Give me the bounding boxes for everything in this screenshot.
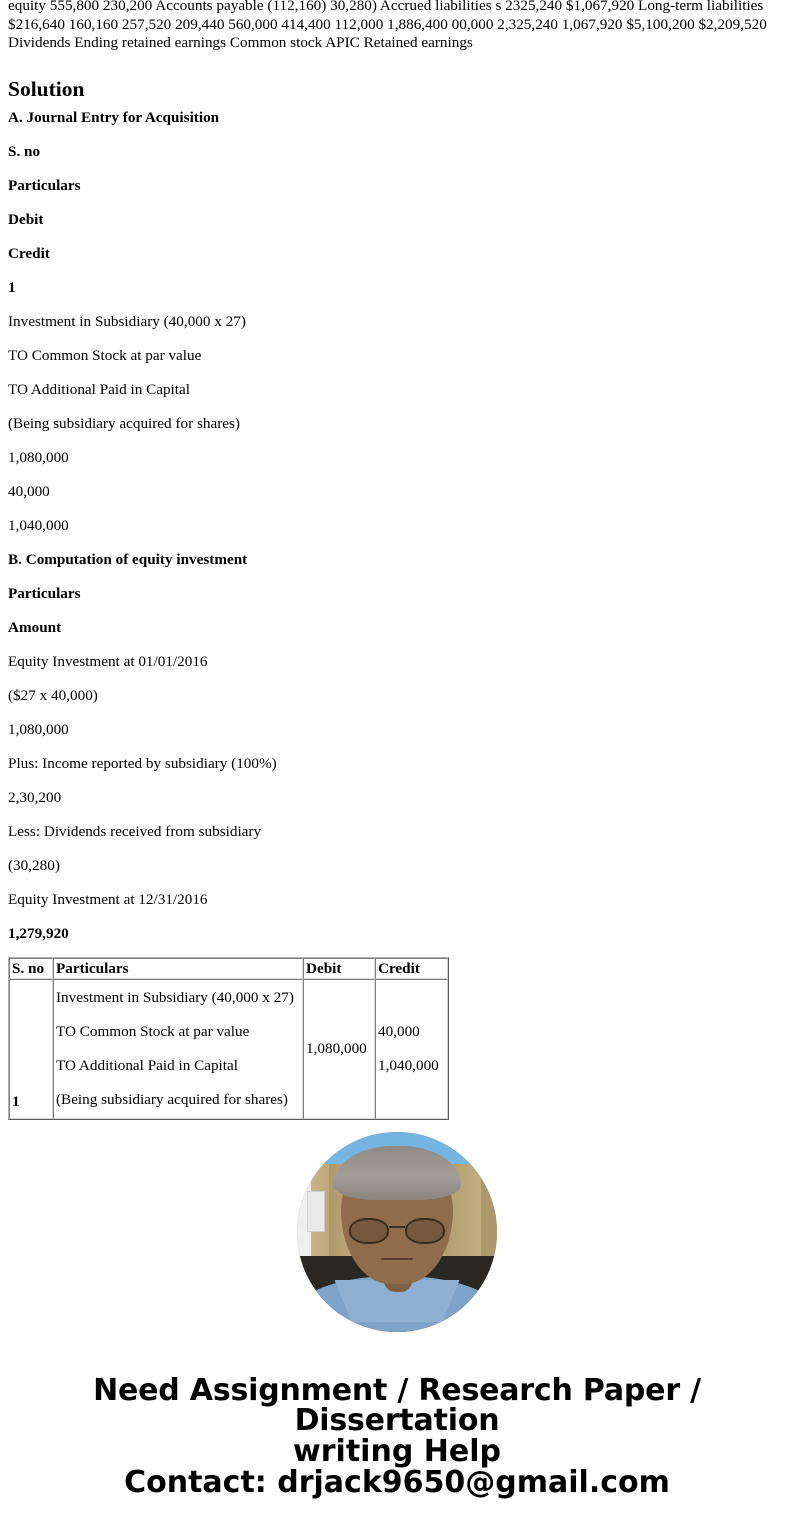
intro-paragraph: equity 555,800 230,200 Accounts payable (112,160) 30,280) Accrued liabilities s 2325,240 $1,067,920 Long-term liabilities $216,640 160,160 257,520 209,440 560,000 414,400 112,000 1,886,400 00,000 2,325,240 1,067,920 $5,100,200 $2,209,520 Dividends Ending retained earnings Common stock APIC Retained earnings bbox=[8, 0, 767, 51]
journal-entry-table bbox=[8, 957, 449, 1120]
cell-sno: 1 bbox=[9, 979, 53, 1119]
section-a-line-7: TO Additional Paid in Capital bbox=[8, 381, 190, 398]
section-a-line-0: S. no bbox=[8, 143, 41, 160]
promo-footer bbox=[0, 1372, 794, 1500]
section-b-line-8: (30,280) bbox=[8, 857, 60, 874]
cell-debit: 1,080,000 bbox=[303, 979, 375, 1119]
column-header-particulars: Particulars bbox=[53, 958, 303, 979]
section-b-line-10: 1,279,920 bbox=[8, 925, 69, 942]
eyeglasses-bridge-icon bbox=[389, 1226, 405, 1228]
particulars-line-3: (Being subsidiary acquired for shares) bbox=[56, 1091, 288, 1108]
avatar bbox=[297, 1132, 497, 1332]
section-b-line-5: Plus: Income reported by subsidiary (100%) bbox=[8, 755, 277, 772]
section-a-line-2: Debit bbox=[8, 211, 44, 228]
section-b-line-3: ($27 x 40,000) bbox=[8, 687, 98, 704]
promo-subheadline: writing Help bbox=[293, 1433, 501, 1469]
solution-heading: Solution bbox=[8, 76, 85, 101]
section-b-line-2: Equity Investment at 01/01/2016 bbox=[8, 653, 208, 670]
particulars-line-1: TO Common Stock at par value bbox=[56, 1023, 250, 1040]
journal-table-header bbox=[9, 958, 448, 979]
section-a-line-3: Credit bbox=[8, 245, 50, 262]
section-a-line-1: Particulars bbox=[8, 177, 81, 194]
section-a-line-11: 1,040,000 bbox=[8, 517, 69, 534]
promo-headline: Need Assignment / Research Paper / Dissertation bbox=[93, 1372, 701, 1438]
section-a-line-10: 40,000 bbox=[8, 483, 50, 500]
table-header-row bbox=[9, 958, 448, 979]
profile-photo-container bbox=[0, 1132, 794, 1332]
eyeglasses-right-lens-icon bbox=[405, 1218, 445, 1244]
section-b-line-0: Particulars bbox=[8, 585, 81, 602]
column-header-debit: Debit bbox=[303, 958, 375, 979]
promo-contact-email: Contact: drjack9650@gmail.com bbox=[124, 1464, 670, 1500]
cell-particulars bbox=[53, 979, 303, 1119]
credit-value-1: 40,000 bbox=[378, 1023, 420, 1040]
section-b-line-7: Less: Dividends received from subsidiary bbox=[8, 823, 262, 840]
section-b-line-1: Amount bbox=[8, 619, 62, 636]
particulars-line-2: TO Additional Paid in Capital bbox=[56, 1057, 238, 1074]
particulars-line-0: Investment in Subsidiary (40,000 x 27) bbox=[56, 989, 294, 1006]
section-a-line-4: 1 bbox=[8, 279, 16, 296]
column-header-sno: S. no bbox=[9, 958, 53, 979]
section-b-line-9: Equity Investment at 12/31/2016 bbox=[8, 891, 208, 908]
section-a-line-6: TO Common Stock at par value bbox=[8, 347, 202, 364]
section-b-line-6: 2,30,200 bbox=[8, 789, 62, 806]
section-a-line-8: (Being subsidiary acquired for shares) bbox=[8, 415, 240, 432]
credit-value-2: 1,040,000 bbox=[378, 1057, 439, 1074]
photo-mouth bbox=[381, 1258, 413, 1261]
column-header-credit: Credit bbox=[375, 958, 448, 979]
table-row bbox=[9, 979, 448, 1119]
section-a-heading: A. Journal Entry for Acquisition bbox=[8, 109, 220, 126]
journal-table-body bbox=[9, 979, 448, 1119]
section-a-line-9: 1,080,000 bbox=[8, 449, 69, 466]
eyeglasses-left-lens-icon bbox=[349, 1218, 389, 1244]
section-b-heading: B. Computation of equity investment bbox=[8, 551, 248, 568]
section-b-line-4: 1,080,000 bbox=[8, 721, 69, 738]
cell-credit bbox=[375, 979, 448, 1119]
section-a-line-5: Investment in Subsidiary (40,000 x 27) bbox=[8, 313, 246, 330]
